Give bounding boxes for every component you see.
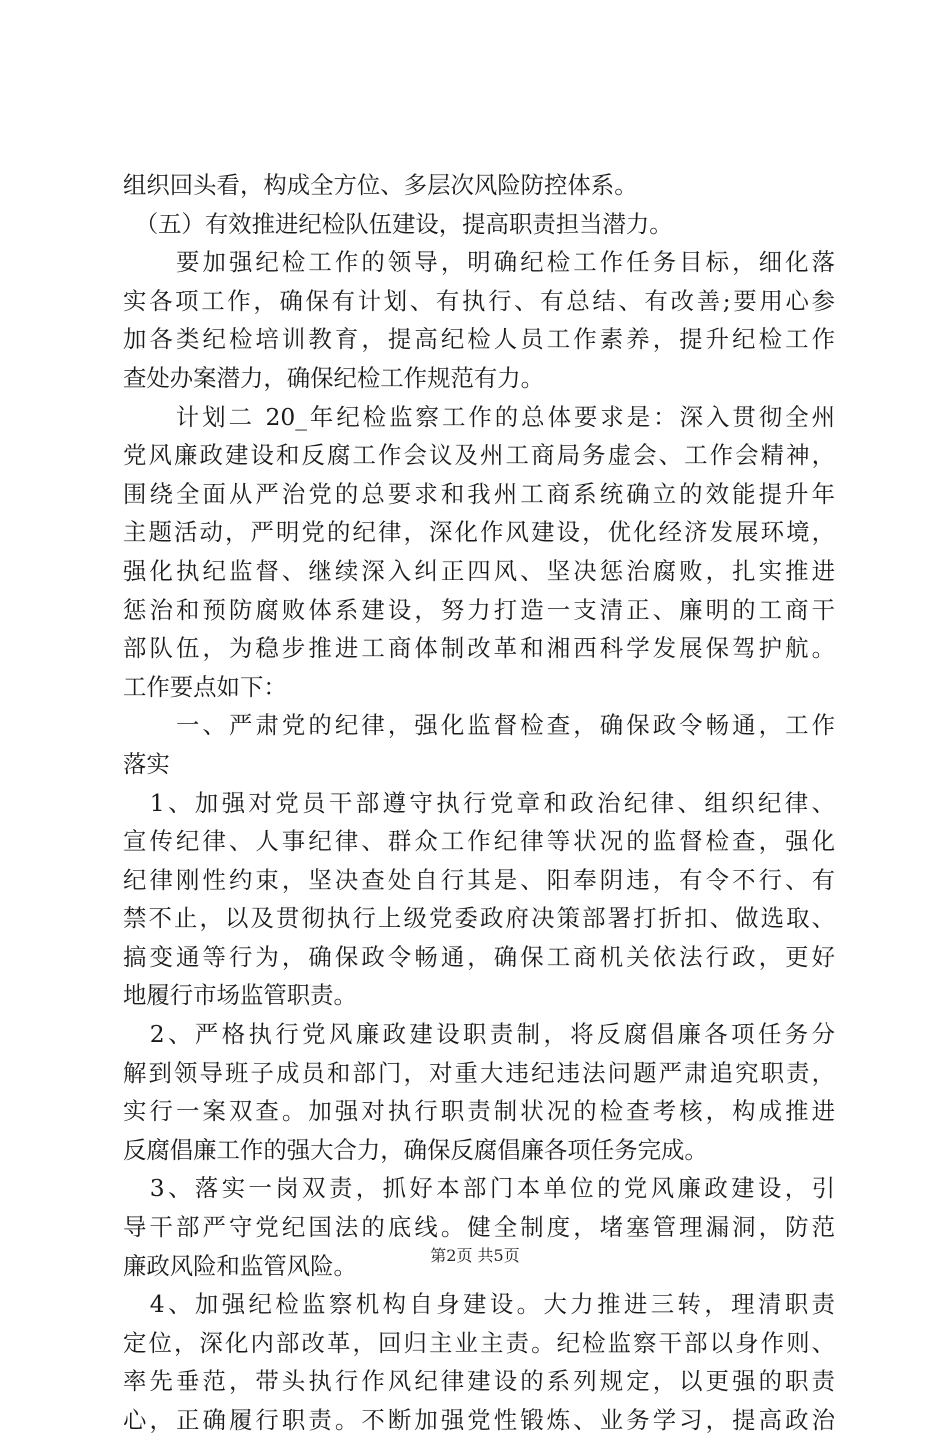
text-line: 加各类纪检培训教育，提高纪检人员工作素养，提升纪检工作 (123, 325, 835, 354)
text-line: 实行一案双查。加强对执行职责制状况的检查考核，构成推进 (123, 1097, 835, 1126)
text-line: 定位，深化内部改革，回归主业主责。纪检监察干部以身作则、 (123, 1328, 835, 1357)
text-line: 主题活动，严明党的纪律，深化作风建设，优化经济发展环境， (123, 518, 835, 547)
text-line: 纪律刚性约束，坚决查处自行其是、阳奉阴违，有令不行、有 (123, 865, 835, 894)
text-line: 组织回头看，构成全方位、多层次风险防控体系。 (123, 171, 638, 199)
text-line: 解到领导班子成员和部门，对重大违纪违法问题严肃追究职责， (123, 1058, 835, 1087)
text-line: 禁不止，以及贯彻执行上级党委政府决策部署打折扣、做选取、 (123, 904, 835, 933)
text-line: 地履行市场监管职责。 (123, 981, 357, 1010)
text-line: 廉政风险和监管风险。 (123, 1251, 357, 1280)
text-line: 3、落实一岗双责，抓好本部门本单位的党风廉政建设，引 (123, 1174, 835, 1203)
page-footer: 第2页 共5页 (430, 1246, 520, 1265)
text-line: 心，正确履行职责。不断加强党性锻炼、业务学习，提高政治 (123, 1406, 835, 1434)
text-line: 搞变通等行为，确保政令畅通，确保工商机关依法行政，更好 (123, 942, 835, 971)
text-line: 导干部严守党纪国法的底线。健全制度，堵塞管理漏洞，防范 (123, 1213, 835, 1242)
text-line: 率先垂范，带头执行作风纪律建设的系列规定，以更强的职责 (123, 1367, 835, 1396)
text-line: 党风廉政建设和反腐工作会议及州工商局务虚会、工作会精神， (123, 441, 835, 470)
text-line: 宣传纪律、人事纪律、群众工作纪律等状况的监督检查，强化 (123, 827, 835, 856)
text-line: 惩治和预防腐败体系建设，努力打造一支清正、廉明的工商干 (123, 595, 835, 624)
text-line: 实各项工作，确保有计划、有执行、有总结、有改善;要用心参 (123, 286, 835, 315)
text-line: 反腐倡廉工作的强大合力，确保反腐倡廉各项任务完成。 (123, 1135, 708, 1164)
text-line: 部队伍，为稳步推进工商体制改革和湘西科学发展保驾护航。 (123, 634, 835, 663)
text-line: 落实 (123, 749, 170, 778)
text-line: 4、加强纪检监察机构自身建设。大力推进三转，理清职责 (123, 1290, 835, 1319)
text-line: 要加强纪检工作的领导，明确纪检工作任务目标，细化落 (123, 248, 835, 277)
text-line: （五）有效推进纪检队伍建设，提高职责担当潜力。 (123, 209, 673, 238)
text-line: 查处办案潜力，确保纪检工作规范有力。 (123, 363, 545, 392)
text-line: 一、严肃党的纪律，强化监督检查，确保政令畅通，工作 (123, 711, 835, 740)
text-line: 1、加强对党员干部遵守执行党章和政治纪律、组织纪律、 (123, 788, 835, 817)
text-line: 计划二 20_年纪检监察工作的总体要求是：深入贯彻全州 (123, 402, 835, 431)
text-line: 工作要点如下： (123, 672, 287, 701)
text-line: 2、严格执行党风廉政建设职责制，将反腐倡廉各项任务分 (123, 1020, 835, 1049)
text-line: 强化执纪监督、继续深入纠正四风、坚决惩治腐败，扎实推进 (123, 556, 835, 585)
text-line: 围绕全面从严治党的总要求和我州工商系统确立的效能提升年 (123, 479, 835, 508)
